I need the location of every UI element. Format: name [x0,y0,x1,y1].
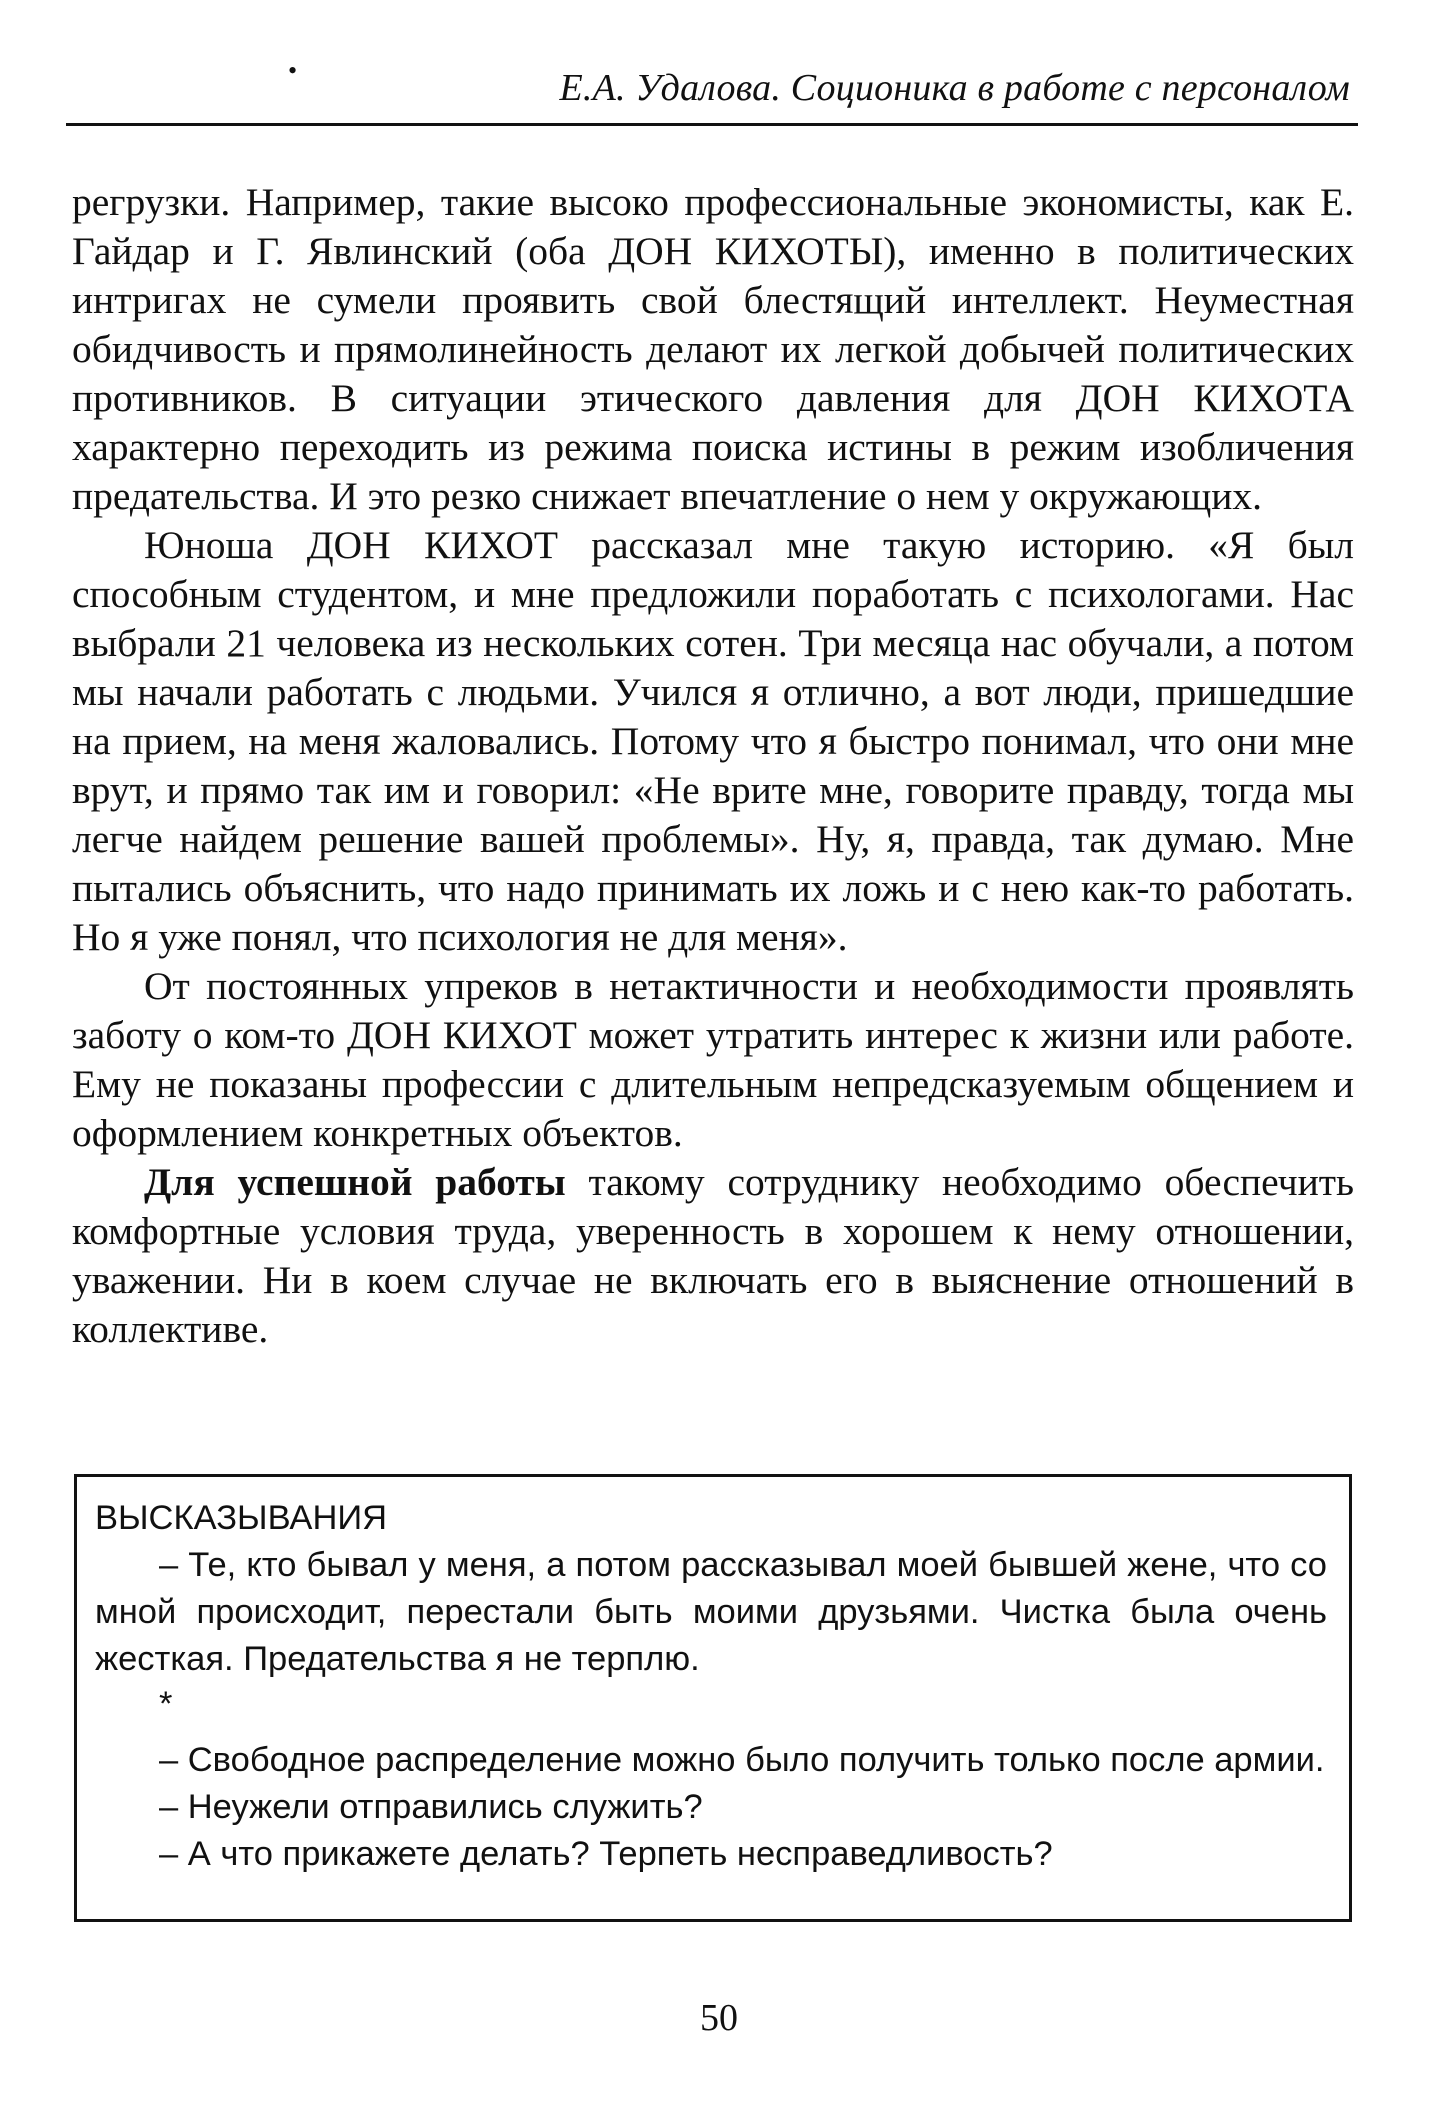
page-header [66,56,1358,126]
quote-2b: – Неужели отправились служить? [159,1788,703,1826]
quote-1: – Те, кто бывал у меня, а потом рассказывал моей бывшей жене, что со мной происходит, перестали быть моими друзьями. Чистка была очень жесткая. Предательства я не терплю. [95,1546,1327,1678]
paragraph-1: регрузки. Например, такие высоко профессиональные экономисты, как Е. Гайдар и Г. Явлинский (оба ДОН КИХОТЫ), именно в политических интригах не сумели проявить свой блестящий интеллект. Неуместная обидчивость и прямолинейность делают их легкой добычей политических противников. В ситуации этического давления для ДОН КИХОТА характерно переходить из режима поиска истины в режим изобличения предательства. И это резко снижает впечатление о нем у окружающих. [72,180,1354,518]
header-rule [66,123,1358,126]
bold-lead: Для успешной работы [144,1160,566,1204]
quote-2a: – Свободное распределение можно было получить только после армии. [159,1741,1325,1779]
quotes-title: ВЫСКАЗЫВАНИЯ [95,1499,388,1537]
paragraph-4-text: такому сотруднику необходимо обеспечить комфортные условия труда, уверенность в хорошем к нему отношении, уважении. Ни в коем случае не включать его в выяснение отношений в коллективе. [72,1160,1354,1351]
running-title: Е.А. Удалова. Соционика в работе с персоналом [559,67,1350,109]
paragraph-2: Юноша ДОН КИХОТ рассказал мне такую историю. «Я был способным студентом, и мне предложили поработать с психологами. Нас выбрали 21 человека из нескольких сотен. Три месяца нас обучали, а потом мы начали работать с людьми. Учился я отлично, а вот люди, пришедшие на прием, на меня жаловались. Потому что я быстро понимал, что они мне врут, и прямо так им и говорил: «Не врите мне, говорите правду, тогда мы легче найдем решение вашей проблемы». Ну, я, правда, так думаю. Мне пытались объяснить, что надо принимать их ложь и с нею как-то работать. Но я уже понял, что психология не для меня». [72,523,1354,959]
page-number: 50 [700,1997,738,2039]
main-text [72,178,1354,1354]
header-mark: • [288,56,298,85]
paragraph-3: От постоянных упреков в нетактичности и необходимости проявлять заботу о ком-то ДОН КИХОТ может утратить интерес к жизни или работе. Ему не показаны профессии с длительным непредсказуемым общением и оформлением конкретных объектов. [72,964,1354,1155]
paragraph-4 [72,1158,1354,1354]
quote-separator: * [159,1685,173,1723]
quotes-box [74,1474,1352,1922]
quote-2c: – А что прикажете делать? Терпеть несправедливость? [159,1835,1053,1873]
